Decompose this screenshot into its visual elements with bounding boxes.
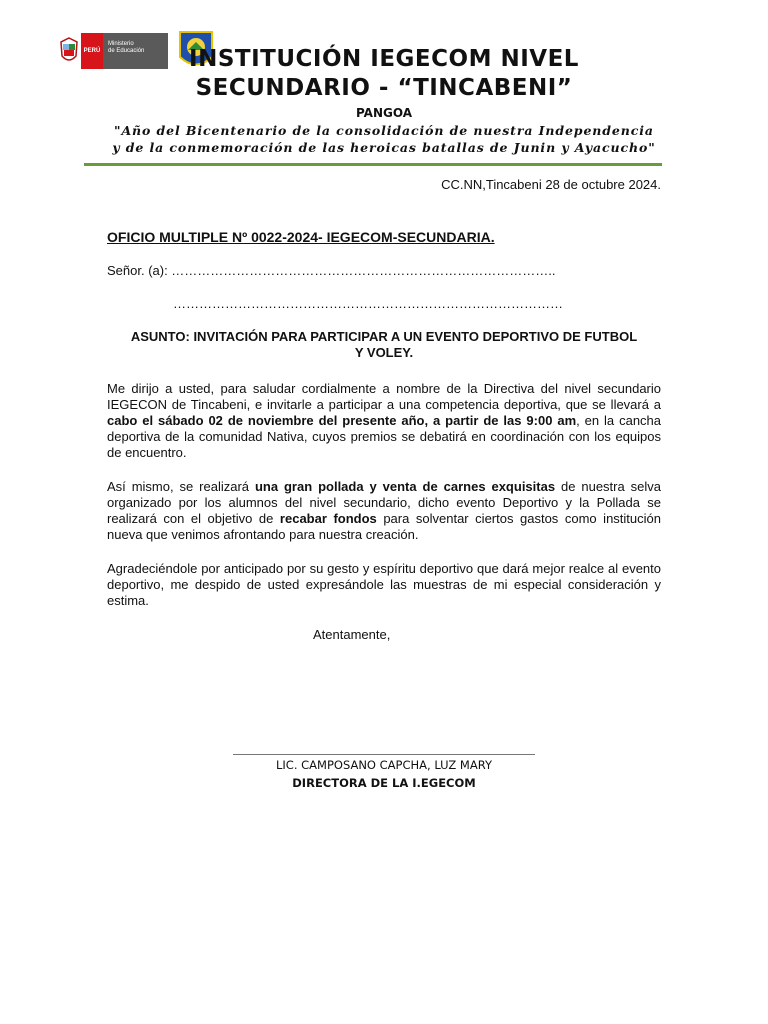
- peru-label: PERÚ: [81, 33, 103, 69]
- motto-line2: y de la conmemoración de las heroicas batallas de Junin y Ayacucho": [112, 140, 656, 155]
- institution-title-line2: SECUNDARIO - “TINCABENI”: [195, 75, 573, 101]
- letter-date: CC.NN,Tincabeni 28 de octubre 2024.: [441, 177, 661, 192]
- subject-line1: ASUNTO: INVITACIÓN PARA PARTICIPAR A UN EVENTO DEPORTIVO DE FUTBOL: [130, 329, 638, 344]
- p2-text-e: para solventar ciertos gastos como institución nueva que venimos afrontando para nuestra creación.: [107, 511, 661, 542]
- closing-text: Atentamente,: [313, 627, 391, 642]
- subject-line2: Y VOLEY.: [354, 345, 414, 360]
- institution-title: [150, 45, 618, 103]
- motto-line1: "Año del Bicentenario de la consolidación de nuestra Independencia: [114, 123, 654, 138]
- peru-shield-icon: [57, 33, 81, 69]
- p2-text-c: de nuestra selva organizado por los alumnos del nivel secundario, dicho evento Deportivo y la Pollada se realizará con el objetivo de: [107, 479, 661, 526]
- year-motto: [84, 122, 684, 156]
- signature-line: [233, 754, 535, 755]
- signer-name: LIC. CAMPOSANO CAPCHA, LUZ MARY: [276, 758, 492, 772]
- letter-reference: OFICIO MULTIPLE Nº 0022-2024- IEGECOM-SECUNDARIA.: [107, 229, 495, 245]
- ministry-line2: de Educación: [108, 48, 145, 54]
- paragraph-pollada: [107, 479, 661, 543]
- recipient-line: Señor. (a): ……………………………………………………………………………..: [107, 263, 556, 278]
- p2-text-bold-2: recabar fondos: [279, 511, 377, 526]
- signer-role: DIRECTORA DE LA I.EGECOM: [292, 776, 476, 790]
- institution-title-line1: INSTITUCIÓN IEGECOM NIVEL: [189, 46, 579, 72]
- p1-text-a: Me dirijo a usted, para saludar cordialmente a nombre de la Directiva del nivel secundario IEGECON de Tincabeni, e invitarle a participar a una competencia deportiva, que se llevará a: [107, 381, 661, 412]
- ministry-line1: Ministerio: [108, 41, 134, 47]
- paragraph-invitation: [107, 381, 661, 461]
- p1-text-bold: cabo el sábado 02 de noviembre del presente año, a partir de las 9:00 am: [107, 413, 577, 428]
- institution-city: PANGOA: [355, 106, 413, 120]
- recipient-line-2: ………………………………………………………………………………: [173, 296, 563, 311]
- header-divider: [84, 163, 662, 166]
- paragraph-thanks: Agradeciéndole por anticipado por su gesto y espíritu deportivo que dará mejor realce al evento deportivo, me despido de usted expresándole las muestras de mi especial consideración y estima.: [107, 561, 661, 608]
- p1-text-c: , en la cancha deportiva de la comunidad Nativa, cuyos premios se debatirá en coordinación con los equipos de encuentro.: [107, 413, 662, 460]
- p2-text-bold-1: una gran pollada y venta de carnes exquisitas: [254, 479, 556, 494]
- letter-subject: [107, 329, 661, 361]
- p2-text-a: Así mismo, se realizará: [107, 479, 255, 494]
